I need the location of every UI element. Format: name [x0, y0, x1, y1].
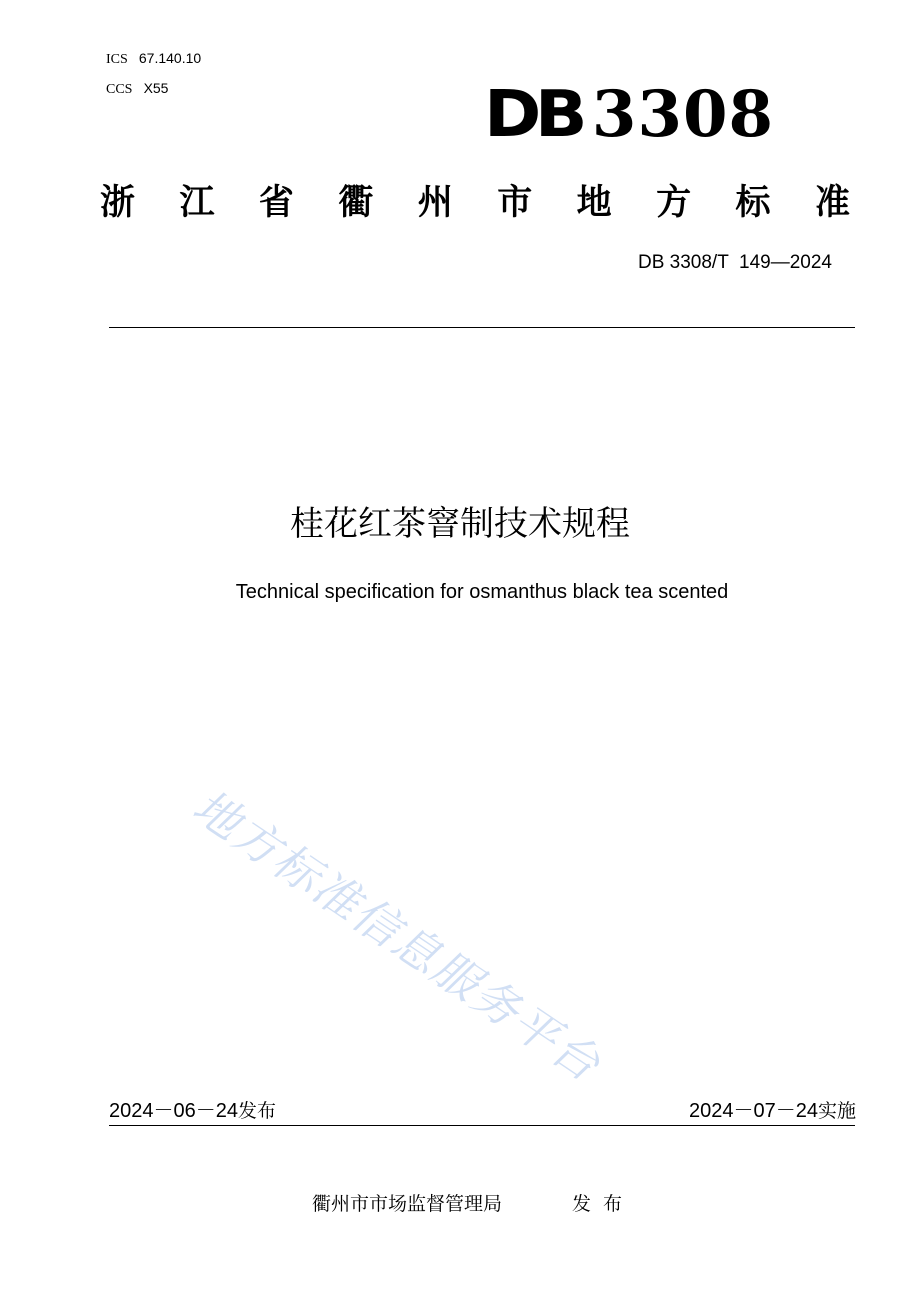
- standard-number: DB 3308/T 149—2024: [637, 252, 832, 273]
- ccs-row: [106, 74, 201, 104]
- publish-date-block: [109, 1097, 276, 1125]
- logo-prefix: DB: [484, 78, 582, 152]
- watermark-text: 地方标准信息服务平台: [181, 784, 620, 1092]
- logo-number: 3308: [591, 77, 775, 152]
- authority-char: 标: [735, 183, 771, 223]
- issue-action: 发布: [572, 1193, 635, 1215]
- ics-row: [106, 44, 201, 74]
- authority-char: 江: [179, 183, 215, 223]
- authority-char: 市: [497, 183, 533, 223]
- ics-value: 67.140.10: [138, 50, 202, 66]
- issuing-authority-title: [100, 180, 850, 226]
- implement-date-block: [689, 1097, 856, 1125]
- document-title-en: Technical specification for osmanthus black tea scented: [235, 581, 729, 603]
- implement-date: 2024－07－24: [689, 1100, 818, 1122]
- classification-codes: [106, 44, 201, 104]
- authority-char: 准: [814, 183, 850, 223]
- authority-char: 州: [417, 183, 453, 223]
- header-divider: [109, 327, 855, 328]
- implement-label: 实施: [817, 1100, 856, 1122]
- document-title-cn: 桂花红茶窨制技术规程: [290, 504, 630, 544]
- publish-date: 2024－06－24: [109, 1100, 238, 1122]
- footer-divider: [109, 1125, 855, 1126]
- issuing-organization: 衢州市市场监督管理局: [312, 1193, 503, 1215]
- db-logo: [484, 77, 784, 152]
- ccs-value: X55: [143, 80, 169, 96]
- authority-char: 地: [576, 183, 612, 223]
- authority-char: 衢: [338, 183, 374, 223]
- ics-label: ICS: [106, 52, 128, 67]
- ccs-label: CCS: [106, 82, 133, 97]
- authority-char: 方: [656, 183, 692, 223]
- authority-char: 省: [258, 183, 294, 223]
- authority-char: 浙: [100, 183, 136, 223]
- publish-label: 发布: [237, 1100, 276, 1122]
